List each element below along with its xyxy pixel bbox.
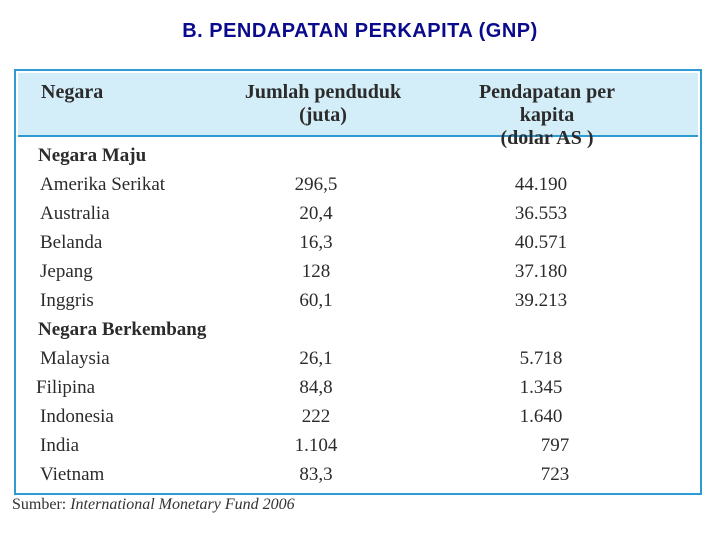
income-table xyxy=(14,69,702,495)
income-value: 36.553 xyxy=(514,203,568,224)
header-income xyxy=(451,81,643,150)
country-name: Australia xyxy=(40,203,110,224)
header-population-label: Jumlah penduduk xyxy=(244,81,402,103)
header-population-unit: (juta) xyxy=(299,104,347,126)
income-value: 723 xyxy=(540,464,570,485)
table-row xyxy=(16,373,700,402)
income-value: 37.180 xyxy=(514,261,568,282)
page-title: B. PENDAPATAN PERKAPITA (GNP) xyxy=(182,20,538,42)
country-name: Amerika Serikat xyxy=(40,174,166,195)
group-heading xyxy=(16,141,700,170)
country-name: Belanda xyxy=(40,232,103,253)
table-row xyxy=(16,170,700,199)
table-row xyxy=(16,286,700,315)
table-body xyxy=(16,141,700,489)
population-value: 20,4 xyxy=(299,203,333,224)
country-name: India xyxy=(40,435,80,456)
table-row xyxy=(16,257,700,286)
source-text: International Monetary Fund 2006 xyxy=(70,496,295,513)
table-row xyxy=(16,228,700,257)
country-name: Indonesia xyxy=(40,406,114,427)
income-value: 39.213 xyxy=(514,290,568,311)
country-name: Vietnam xyxy=(40,464,105,485)
population-value: 16,3 xyxy=(299,232,333,253)
table-row xyxy=(16,431,700,460)
header-country: Negara xyxy=(41,81,104,103)
source-note xyxy=(12,496,295,514)
population-value: 84,8 xyxy=(299,377,333,398)
header-income-unit: (dolar AS ) xyxy=(500,127,594,149)
table-row xyxy=(16,402,700,431)
group-heading xyxy=(16,315,700,344)
population-value: 128 xyxy=(301,261,331,282)
country-name: Jepang xyxy=(40,261,93,282)
population-value: 296,5 xyxy=(294,174,338,195)
group-name: Negara Berkembang xyxy=(38,319,207,340)
group-name: Negara Maju xyxy=(38,145,147,166)
income-value: 44.190 xyxy=(514,174,568,195)
population-value: 1.104 xyxy=(294,435,338,456)
header-population xyxy=(243,81,403,127)
country-name: Filipina xyxy=(36,377,96,398)
income-value: 797 xyxy=(540,435,570,456)
income-value: 1.640 xyxy=(519,406,563,427)
income-value: 1.345 xyxy=(519,377,563,398)
source-label: Sumber: xyxy=(12,496,67,513)
country-name: Inggris xyxy=(40,290,94,311)
header-income-label: Pendapatan per kapita xyxy=(478,81,616,126)
country-name: Malaysia xyxy=(40,348,110,369)
population-value: 222 xyxy=(301,406,331,427)
income-value: 5.718 xyxy=(519,348,563,369)
population-value: 83,3 xyxy=(299,464,333,485)
income-value: 40.571 xyxy=(514,232,568,253)
table-row xyxy=(16,344,700,373)
population-value: 26,1 xyxy=(299,348,333,369)
table-header xyxy=(18,73,698,149)
table-row xyxy=(16,199,700,228)
population-value: 60,1 xyxy=(299,290,333,311)
table-row xyxy=(16,460,700,489)
